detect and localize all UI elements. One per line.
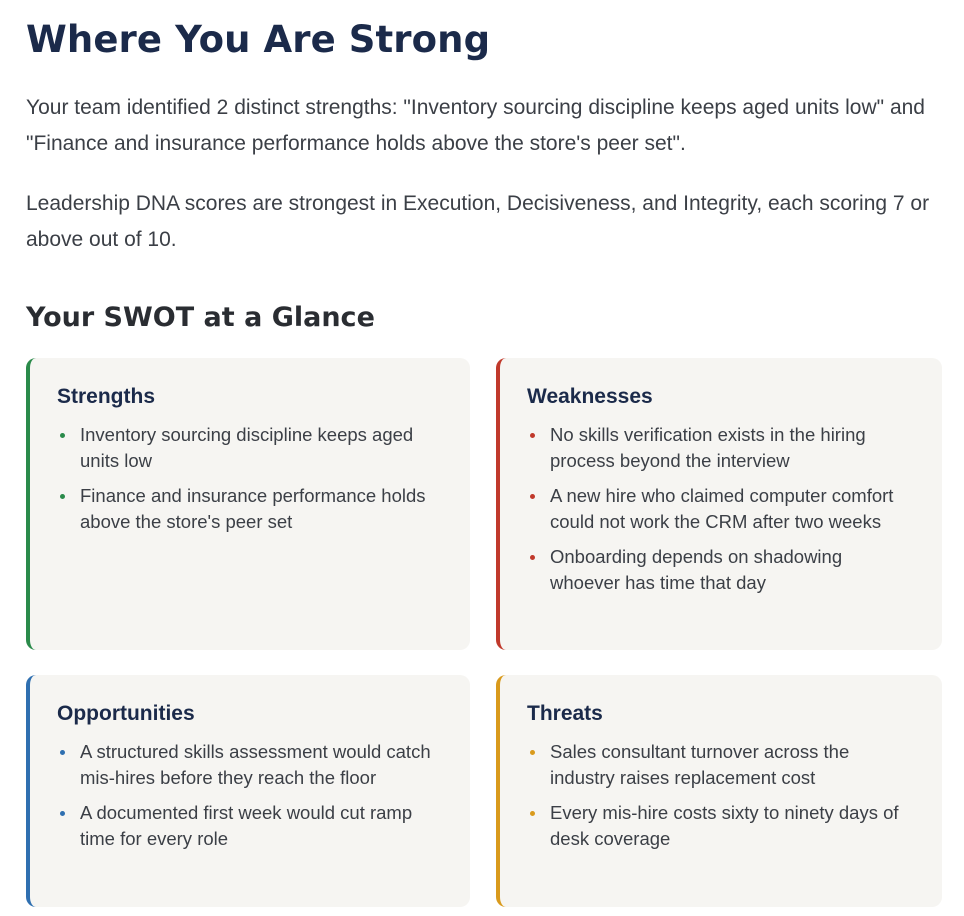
- strengths-summary-paragraph: Your team identified 2 distinct strengths: "Inventory sourcing discipline keeps aged units low" and "Finance and insurance performance holds above the store's peer set".: [26, 96, 925, 155]
- list-item-text: A new hire who claimed computer comfort could not work the CRM after two weeks: [550, 485, 894, 532]
- bullet-icon: [530, 433, 535, 438]
- list-item-text: No skills verification exists in the hiring process beyond the interview: [550, 424, 866, 471]
- bullet-icon: [60, 811, 65, 816]
- bullet-icon: [530, 811, 535, 816]
- list-item: [57, 483, 444, 534]
- list-item: [527, 544, 916, 595]
- swot-card-opportunities: [26, 675, 470, 907]
- swot-card-title: Strengths: [57, 385, 156, 408]
- swot-grid: [26, 358, 938, 907]
- list-item-text: Inventory sourcing discipline keeps aged units low: [80, 424, 414, 471]
- swot-title: Your SWOT at a Glance: [26, 302, 375, 333]
- swot-card-weaknesses: [496, 358, 942, 650]
- bullet-icon: [60, 433, 65, 438]
- list-item: [527, 483, 916, 534]
- page-title: Where You Are Strong: [26, 18, 491, 61]
- swot-list: [57, 422, 444, 534]
- list-item: [527, 422, 916, 473]
- swot-list: [57, 739, 444, 851]
- list-item-text: Onboarding depends on shadowing whoever has time that day: [550, 546, 843, 593]
- list-item-text: A documented first week would cut ramp time for every role: [80, 802, 413, 849]
- swot-card-title: Opportunities: [57, 702, 195, 725]
- list-item-text: A structured skills assessment would catch mis-hires before they reach the floor: [80, 741, 431, 788]
- bullet-icon: [60, 750, 65, 755]
- list-item: [57, 739, 444, 790]
- leadership-dna-paragraph: Leadership DNA scores are strongest in Execution, Decisiveness, and Integrity, each scoring 7 or above out of 10.: [26, 192, 930, 251]
- list-item-text: Every mis-hire costs sixty to ninety days of desk coverage: [550, 802, 899, 849]
- list-item-text: Finance and insurance performance holds above the store's peer set: [80, 485, 426, 532]
- bullet-icon: [530, 750, 535, 755]
- swot-card-title: Threats: [527, 702, 603, 725]
- swot-list: [527, 739, 916, 851]
- list-item: [57, 800, 444, 851]
- list-item: [527, 800, 916, 851]
- list-item: [57, 422, 444, 473]
- swot-card-title: Weaknesses: [527, 385, 653, 408]
- list-item: [527, 739, 916, 790]
- swot-card-strengths: [26, 358, 470, 650]
- bullet-icon: [530, 494, 535, 499]
- swot-list: [527, 422, 916, 595]
- bullet-icon: [530, 555, 535, 560]
- swot-card-threats: [496, 675, 942, 907]
- bullet-icon: [60, 494, 65, 499]
- list-item-text: Sales consultant turnover across the industry raises replacement cost: [550, 741, 850, 788]
